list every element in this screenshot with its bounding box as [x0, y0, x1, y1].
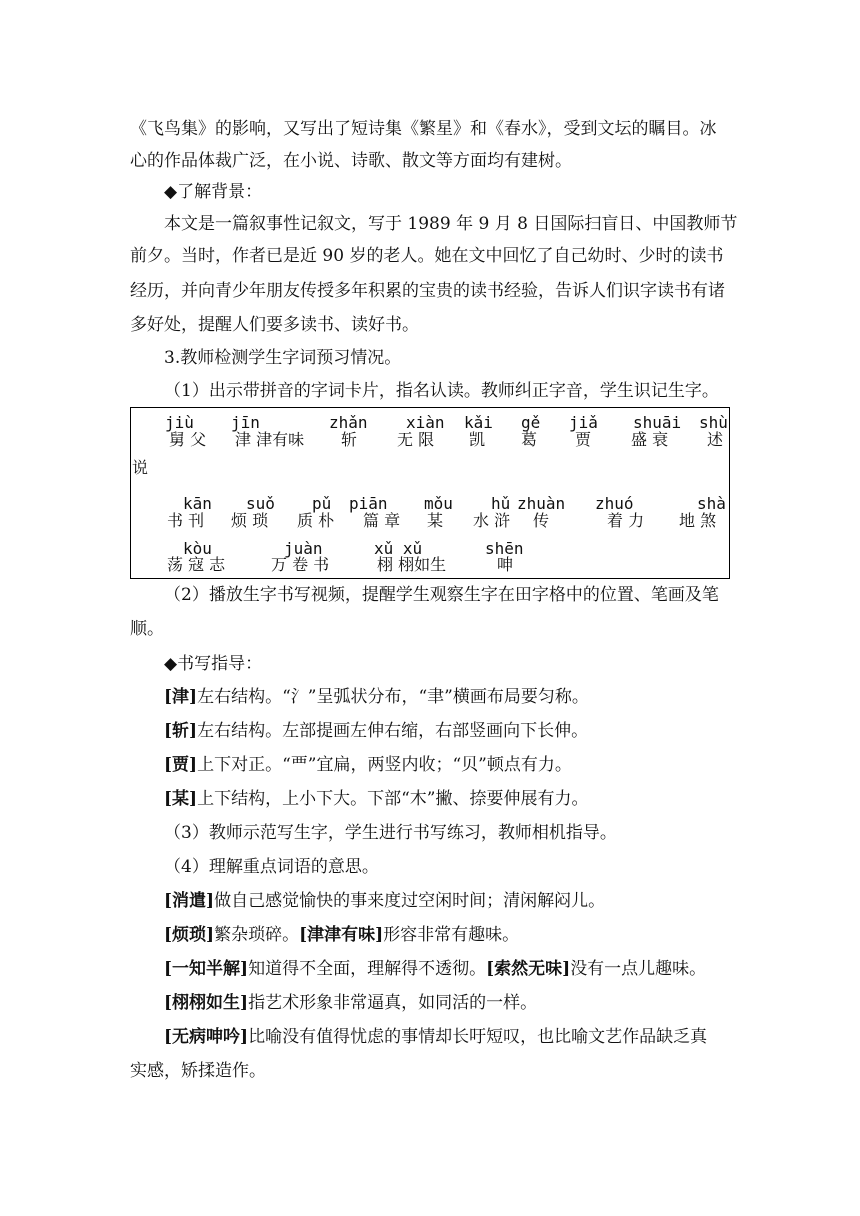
word: 篇 章 — [363, 511, 401, 530]
word: 葛 — [521, 430, 538, 449]
pinyin: hǔ — [491, 494, 511, 513]
word: 栩 栩如生 — [377, 555, 447, 574]
word: 书 刊 — [167, 511, 205, 530]
word: 水 浒 — [473, 511, 511, 530]
term-desc: 指艺术形象非常逼真，如同活的一样。 — [248, 993, 538, 1013]
pinyin: jīn — [231, 413, 260, 432]
term-desc: 比喻没有值得忧虑的事情却长吁短叹，也比喻文艺作品缺乏真 — [248, 1027, 708, 1047]
term-desc: 知道得不全面，理解得不透彻。 — [248, 959, 487, 979]
pinyin: zhuó — [595, 494, 634, 513]
background-paragraph-line-2: 前夕。当时，作者已是近 90 岁的老人。她在文中回忆了自己幼时、少时的读书 — [130, 246, 724, 266]
term: [津津有味] — [299, 925, 384, 945]
vocab-item — [164, 958, 706, 980]
word: 盛 衰 — [631, 430, 669, 449]
background-heading: ◆了解背景： — [164, 182, 263, 202]
pinyin: gě — [521, 413, 541, 432]
background-paragraph-line-3: 经历，并向青少年朋友传授多年积累的宝贵的读书经验，告诉人们识字读书有诸 — [130, 281, 725, 301]
writing-guide-heading: ◆书写指导： — [164, 654, 263, 674]
pinyin: juàn — [284, 539, 323, 558]
background-paragraph-line-1: 本文是一篇叙事性记叙文，写于 1989 年 9 月 8 日国际扫盲日、中国教师节 — [164, 214, 738, 234]
term-desc: 上下结构，上小下大。下部“木”撇、捺要伸展有力。 — [197, 789, 589, 809]
word: 述 — [707, 430, 724, 449]
pinyin: shà — [697, 494, 726, 513]
word: 着 力 — [607, 511, 645, 530]
term-desc: 没有一点儿趣味。 — [570, 959, 707, 979]
term: [斩] — [164, 721, 198, 741]
word: 烦 琐 — [231, 511, 269, 530]
term-desc: 形容非常有趣味。 — [383, 925, 520, 945]
pinyin-word-card — [130, 407, 730, 579]
pinyin: kǎi — [464, 413, 493, 432]
term-desc: 上下对正。“覀”宜扁，两竖内收；“贝”顿点有力。 — [197, 755, 572, 775]
intro-line-1: 《飞鸟集》的影响，又写出了短诗集《繁星》和《春水》，受到文坛的瞩目。冰 — [130, 119, 717, 139]
vocab-item — [164, 1026, 707, 1048]
word: 地 煞 — [679, 511, 717, 530]
vocab-item — [164, 924, 519, 946]
term: [索然无味] — [486, 959, 571, 979]
pinyin: xiàn — [406, 413, 445, 432]
pinyin: xǔ xǔ — [374, 539, 423, 558]
word: 斩 — [341, 430, 358, 449]
word-wrap: 说 — [132, 458, 149, 477]
pinyin: jiǎ — [569, 413, 598, 432]
word: 质 朴 — [297, 511, 335, 530]
pinyin: shuāi — [633, 413, 682, 432]
pinyin: shù — [699, 413, 728, 432]
step-3-sub-3: （3）教师示范写生字，学生进行书写练习，教师相机指导。 — [164, 823, 617, 843]
writing-guide-item — [164, 720, 588, 742]
word: 万 卷 书 — [271, 555, 330, 574]
term: [无病呻吟] — [164, 1027, 249, 1047]
writing-guide-item — [164, 754, 572, 776]
writing-guide-item — [164, 788, 588, 810]
step-3-sub-2-line-1: （2）播放生字书写视频，提醒学生观察生字在田字格中的位置、笔画及笔 — [164, 585, 719, 605]
term: [一知半解] — [164, 959, 249, 979]
pinyin: pǔ — [312, 494, 332, 513]
term-desc: 左右结构。“氵”呈弧状分布，“聿”横画布局要匀称。 — [197, 687, 589, 707]
writing-guide-item — [164, 686, 589, 708]
pinyin: zhuàn — [517, 494, 566, 513]
term-desc: 左右结构。左部提画左伸右缩，右部竖画向下长伸。 — [197, 721, 589, 741]
pinyin: suǒ — [246, 494, 275, 513]
pinyin: kòu — [183, 539, 212, 558]
term: [消遣] — [164, 891, 215, 911]
word: 呻 — [497, 555, 514, 574]
background-paragraph-line-4: 多好处，提醒人们要多读书、读好书。 — [130, 315, 419, 335]
word: 荡 寇 志 — [167, 555, 226, 574]
step-3-sub-4: （4）理解重点词语的意思。 — [164, 857, 379, 877]
term: [烦琐] — [164, 925, 215, 945]
term: [贾] — [164, 755, 198, 775]
pinyin: mǒu — [424, 494, 453, 513]
intro-line-2: 心的作品体裁广泛，在小说、诗歌、散文等方面均有建树。 — [130, 151, 572, 171]
step-3-title: 3.教师检测学生字词预习情况。 — [164, 348, 402, 368]
pinyin: jiù — [165, 413, 194, 432]
term: [某] — [164, 789, 198, 809]
word: 无 限 — [397, 430, 435, 449]
word: 贾 — [575, 430, 592, 449]
vocab-item — [164, 992, 537, 1014]
pinyin: zhǎn — [329, 413, 368, 432]
term: [津] — [164, 687, 198, 707]
term-desc: 繁杂琐碎。 — [214, 925, 300, 945]
vocab-item — [164, 890, 605, 912]
word: 舅 父 — [169, 430, 207, 449]
step-3-sub-1: （1）出示带拼音的字词卡片，指名认读。教师纠正字音，学生识记生字。 — [164, 381, 719, 401]
word: 津 津有味 — [235, 430, 305, 449]
term: [栩栩如生] — [164, 993, 249, 1013]
word: 传 — [533, 511, 550, 530]
step-3-sub-2-line-2: 顺。 — [130, 619, 164, 639]
term-desc: 做自己感觉愉快的事来度过空闲时间；清闲解闷儿。 — [214, 891, 606, 911]
pinyin: piān — [349, 494, 388, 513]
pinyin: shēn — [485, 539, 524, 558]
word: 凯 — [469, 430, 486, 449]
pinyin: kān — [183, 494, 212, 513]
vocab-item-continued: 实感，矫揉造作。 — [130, 1061, 266, 1081]
word: 某 — [427, 511, 444, 530]
